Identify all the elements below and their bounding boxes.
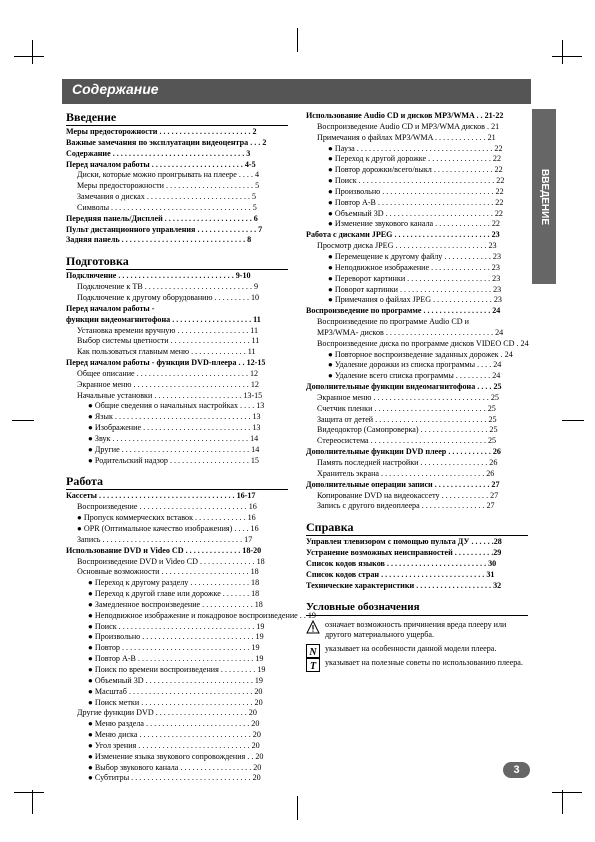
crop-mark [32,790,33,814]
toc-entry: ● Угол зрения . . . . . . . . . . . . . . . . . . . . . . . . . . . . 20 [88,740,260,750]
toc-entry: ● Объемный 3D . . . . . . . . . . . . . . . . . . . . . . . . . . . 22 [328,208,503,218]
legend [306,601,528,673]
toc-entry: Воспроизведение Audio CD и MP3/WMA дисков . 21 [317,121,500,131]
toc-entry: ● Поворот картинки . . . . . . . . . . . . . . . . . . . . . . . 23 [328,284,502,294]
toc-entry: Содержание . . . . . . . . . . . . . . . . . . . . . . . . . . . . . . . . . 3 [66,148,251,158]
toc-entry: MP3/WMA- дисков . . . . . . . . . . . . . . . . . . . . . . . . . . . 24 [317,327,504,337]
toc-entry: ● Повторное воспроизведение заданных дорожек . 24 [328,349,513,359]
toc-right-entries [306,111,528,591]
legend-item-note [306,644,528,659]
toc-entry: ● Общие сведения о начальных настройках . . . . 13 [88,401,265,411]
toc-entry: Экранное меню . . . . . . . . . . . . . . . . . . . . . . . . . . . . . 25 [317,392,499,402]
svg-text:T: T [309,661,317,673]
crop-mark [297,28,298,52]
section-heading: Справка [306,521,528,536]
toc-entry: ● Звук . . . . . . . . . . . . . . . . . . . . . . . . . . . . . . . . . . 14 [88,433,259,443]
toc-entry: ● Удаление всего списка программы . . . . . . . . . 24 [328,371,501,381]
toc-entry: ● Поиск . . . . . . . . . . . . . . . . . . . . . . . . . . . . . . . . . . 22 [328,176,505,186]
toc-entry: Воспроизведение по программе Audio CD и [317,317,469,327]
crop-mark [297,796,298,820]
toc-entry: ● Перемещение к другому файлу . . . . . . . . . . . . 23 [328,251,502,261]
toc-entry: Кассеты . . . . . . . . . . . . . . . . . . . . . . . . . . . . . . . . . . 16-17 [66,491,256,501]
crop-mark [14,792,44,793]
toc-entry: ● Неподвижное изображение и покадровое воспроизведение . . 19 [88,610,316,620]
toc-entry: Подключение к ТВ . . . . . . . . . . . . . . . . . . . . . . . . . . . 9 [77,282,259,292]
section-side-tab-label: ВВЕДЕНИЕ [539,168,550,225]
toc-entry: ● Переход к другой главе или дорожке . . . . . . . 18 [88,589,260,599]
toc-entry: Воспроизведение по программе . . . . . . . . . . . . . . . . . 24 [306,306,501,316]
toc-entry: ● Повтор дорожки/всего/выкл . . . . . . . . . . . . . . . 22 [328,165,503,175]
toc-entry: ● Повтор . . . . . . . . . . . . . . . . . . . . . . . . . . . . . . . . 19 [88,643,260,653]
toc-entry: Установка времени вручную . . . . . . . . . . . . . . . . . . 11 [77,325,259,335]
toc-entry: Меры предосторожности . . . . . . . . . . . . . . . . . . . . . . . 2 [66,127,257,136]
toc-entry: ● Замедленное воспроизведение . . . . . . . . . . . . . 18 [88,599,263,609]
toc-entry: ● Поиск метки . . . . . . . . . . . . . . . . . . . . . . . . . . . . 20 [88,697,263,707]
toc-entry: ● Родительский надзор . . . . . . . . . . . . . . . . . . . . 15 [88,455,259,465]
toc-entry: Запись . . . . . . . . . . . . . . . . . . . . . . . . . . . . . . . . . . . 17 [77,534,253,544]
legend-title: Условные обозначения [306,601,528,616]
toc-entry: Замечания о дисках . . . . . . . . . . . . . . . . . . . . . . . . . . 5 [77,192,257,202]
toc-entry: Общее описание . . . . . . . . . . . . . . . . . . . . . . . . . . . . 12 [77,368,259,378]
legend-item-tip [306,658,528,673]
toc-entry: Управлен тлевизором с помощью пульта ДУ . . . . . .28 [306,537,502,547]
toc-entry: ● OPR (Оптимальное качество изображения) . . . . 16 [77,524,259,533]
toc-entry: Защита от детей . . . . . . . . . . . . . . . . . . . . . . . . . . . . 25 [317,414,497,424]
toc-entry: ● Выбор звукового канала . . . . . . . . . . . . . . . . . . 20 [88,762,262,772]
toc-entry: ● Поиск . . . . . . . . . . . . . . . . . . . . . . . . . . . . . . . . . . 19 [88,621,265,631]
toc-entry: Воспроизведение диска по программе дисков VIDEO CD . 24 [317,338,529,348]
crop-mark [32,40,33,64]
toc-entry: Другие функции DVD . . . . . . . . . . . . . . . . . . . . . . . 20 [77,708,257,718]
section-heading: Работа [66,475,288,490]
toc-entry: ● Объемный 3D . . . . . . . . . . . . . . . . . . . . . . . . . . . 19 [88,675,263,685]
toc-entry: Счетчик пленки . . . . . . . . . . . . . . . . . . . . . . . . . . . . 25 [317,403,496,413]
toc-entry: ● Удаление дорожки из списка программы . . . . 24 [328,360,502,370]
toc-entry: Дополнительные операции записи . . . . . . . . . . . . . . 27 [306,479,500,489]
toc-entry: Подключение . . . . . . . . . . . . . . . . . . . . . . . . . . . . . 9-10 [66,271,251,281]
tip-t-icon [306,658,320,672]
svg-text:N: N [309,647,317,659]
toc-entry: Основные возможности . . . . . . . . . . . . . . . . . . . . . . 18 [77,567,259,577]
toc-entry: Видеодоктор (Самопроверка) . . . . . . . . . . . . . . . . . 25 [317,425,498,435]
toc-entry: ● Меню диска . . . . . . . . . . . . . . . . . . . . . . . . . . . . 20 [88,730,261,740]
toc-entry: Запись с другого видеоплеера . . . . . . . . . . . . . . . . 27 [317,501,495,511]
toc-entry: Хранитель экрана . . . . . . . . . . . . . . . . . . . . . . . . . . 26 [317,468,495,478]
toc-entry: ● Переход к другой дорожке . . . . . . . . . . . . . . . . 22 [328,154,501,164]
toc-entry: Как пользоваться главным меню . . . . . . . . . . . . . . 11 [77,347,256,357]
crop-mark [552,792,582,793]
toc-entry: ● Пропуск коммерческих вставок . . . . . . . . . . . . . 16 [77,513,256,523]
toc-entry: Дополнительные функции DVD плеер . . . . . . . . . . . 26 [306,447,501,457]
toc-entry: ● Масштаб . . . . . . . . . . . . . . . . . . . . . . . . . . . . . . . 20 [88,686,263,696]
toc-entry: Перед началом работы - функции DVD-плеера . . 12-15 [66,358,266,368]
warning-triangle-icon [306,620,320,634]
toc-entry: ● Изображение . . . . . . . . . . . . . . . . . . . . . . . . . . . 13 [88,423,261,433]
toc-entry: Перед началом работы - [66,303,155,313]
toc-entry: Передняя панель/Дисплей . . . . . . . . . . . . . . . . . . . . . . 6 [66,213,258,223]
toc-right-column [306,111,529,673]
toc-entry: Меры предосторожности . . . . . . . . . . . . . . . . . . . . . . 5 [77,181,260,191]
toc-entry: ● Примечания о файлах JPEG . . . . . . . . . . . . . . . 23 [328,295,502,305]
toc-entry: Память последней настройки . . . . . . . . . . . . . . . . . 26 [317,458,498,467]
legend-text: указывает на полезные советы по использованию плеера. [325,658,523,668]
section-heading: Введение [66,111,288,126]
toc-entry: ● Изменение языка звукового сопровождения . . 20 [88,751,264,761]
crop-mark [14,56,44,57]
toc-entry: функции видеомагнитофона . . . . . . . . . . . . . . . . . . . . 11 [66,314,261,324]
toc-entry: ● Субтитры . . . . . . . . . . . . . . . . . . . . . . . . . . . . . . 20 [88,773,261,783]
legend-text: указывает на особенности данной модели плеера. [325,644,497,654]
toc-entry: Список кодов языков . . . . . . . . . . . . . . . . . . . . . . . . . 30 [306,558,497,568]
toc-entry: Символы . . . . . . . . . . . . . . . . . . . . . . . . . . . . . . . . . . . 5 [77,202,257,212]
toc-entry: ● Произвольно . . . . . . . . . . . . . . . . . . . . . . . . . . . . 22 [328,186,504,196]
toc-entry: Работа с дисками JPEG . . . . . . . . . . . . . . . . . . . . . . . . 23 [306,230,500,240]
toc-entry: ● Язык . . . . . . . . . . . . . . . . . . . . . . . . . . . . . . . . . . 13 [88,412,261,422]
toc-entry: Устранение возможных неисправностей . . . . . . . . . .29 [306,548,502,558]
toc-entry: Использование Audio CD и дисков MP3/WMA . . 21-22 [306,111,504,120]
toc-entry: Использование DVD и Video CD . . . . . . . . . . . . . . 18-20 [66,545,262,555]
toc-entry: ● Переход к другому разделу . . . . . . . . . . . . . . . 18 [88,578,260,588]
toc-left-column [66,110,316,784]
toc-entry: Воспроизведение . . . . . . . . . . . . . . . . . . . . . . . . . . . 16 [77,502,257,512]
toc-entry: ● Переворот картинки . . . . . . . . . . . . . . . . . . . . . 23 [328,273,501,283]
toc-entry: Стереосистема . . . . . . . . . . . . . . . . . . . . . . . . . . . . . 25 [317,436,497,446]
toc-entry: Просмотр диска JPEG . . . . . . . . . . . . . . . . . . . . . . . 23 [317,241,497,251]
toc-entry: Выбор системы цветности . . . . . . . . . . . . . . . . . . . . 11 [77,336,260,346]
crop-mark [562,40,563,64]
legend-text: означает возможность причинения вреда плееру или другого материального ущерба. [325,620,507,640]
note-n-icon [306,644,320,658]
crop-mark [562,420,584,421]
toc-entry: ● Неподвижное изображение . . . . . . . . . . . . . . . 23 [328,262,500,272]
toc-entry: Технические характеристики . . . . . . . . . . . . . . . . . . . 32 [306,580,502,590]
crop-mark [12,420,34,421]
section-heading: Подготовка [66,255,288,270]
toc-entry: Список кодов стран . . . . . . . . . . . . . . . . . . . . . . . . . . 31 [306,569,495,579]
toc-entry: Пульт дистанционного управления . . . . . . . . . . . . . . . 7 [66,224,263,234]
legend-item-warning [306,620,528,640]
page-number: 3 [513,764,520,776]
toc-entry: ● Повтор A-B . . . . . . . . . . . . . . . . . . . . . . . . . . . . . 19 [88,654,264,664]
toc-entry: Перед началом работы . . . . . . . . . . . . . . . . . . . . . . . 4-5 [66,159,256,169]
toc-entry: ● Другие . . . . . . . . . . . . . . . . . . . . . . . . . . . . . . . . 14 [88,444,260,454]
toc-entry: Воспроизведение DVD и Video CD . . . . . . . . . . . . . . 18 [77,556,265,566]
toc-entry: Примечания о файлах MP3/WMA . . . . . . . . . . . . . 21 [317,132,496,142]
toc-entry: Подключение к другому оборудованию . . . . . . . . . 10 [77,292,260,302]
toc-entry: Задняя панель . . . . . . . . . . . . . . . . . . . . . . . . . . . . . . . 8 [66,235,252,245]
toc-entry: Начальные установки . . . . . . . . . . . . . . . . . . . . . . 13-15 [77,390,263,400]
toc-entry: Экранное меню . . . . . . . . . . . . . . . . . . . . . . . . . . . . . 12 [77,379,259,389]
toc-entry: ● Изменение звукового канала . . . . . . . . . . . . . . 22 [328,219,500,229]
toc-entry: ● Меню раздела . . . . . . . . . . . . . . . . . . . . . . . . . . 20 [88,719,260,729]
toc-entry: Копирование DVD на видеокассету . . . . . . . . . . . . 27 [317,490,499,500]
crop-mark [552,56,582,57]
toc-entry: ● Произвольно . . . . . . . . . . . . . . . . . . . . . . . . . . . . 19 [88,632,264,642]
toc-entry: Важные замечания по эксплуатации видеоцентра . . . 2 [66,137,267,147]
toc-entry: ● Пауза . . . . . . . . . . . . . . . . . . . . . . . . . . . . . . . . . . 22 [328,143,503,153]
crop-mark [562,790,563,814]
toc-entry: Диски, которые можно проигрывать на плеере . . . . 4 [77,170,260,180]
toc-entry: ● Поиск по времени воспроизведения . . . . . . . . . 19 [88,664,266,674]
page-title: Содержание [72,81,159,97]
toc-entry: Дополнительные функции видеомагнитофона . . . . 25 [306,382,502,392]
toc-entry: ● Повтор A-B . . . . . . . . . . . . . . . . . . . . . . . . . . . . . 22 [328,197,504,207]
